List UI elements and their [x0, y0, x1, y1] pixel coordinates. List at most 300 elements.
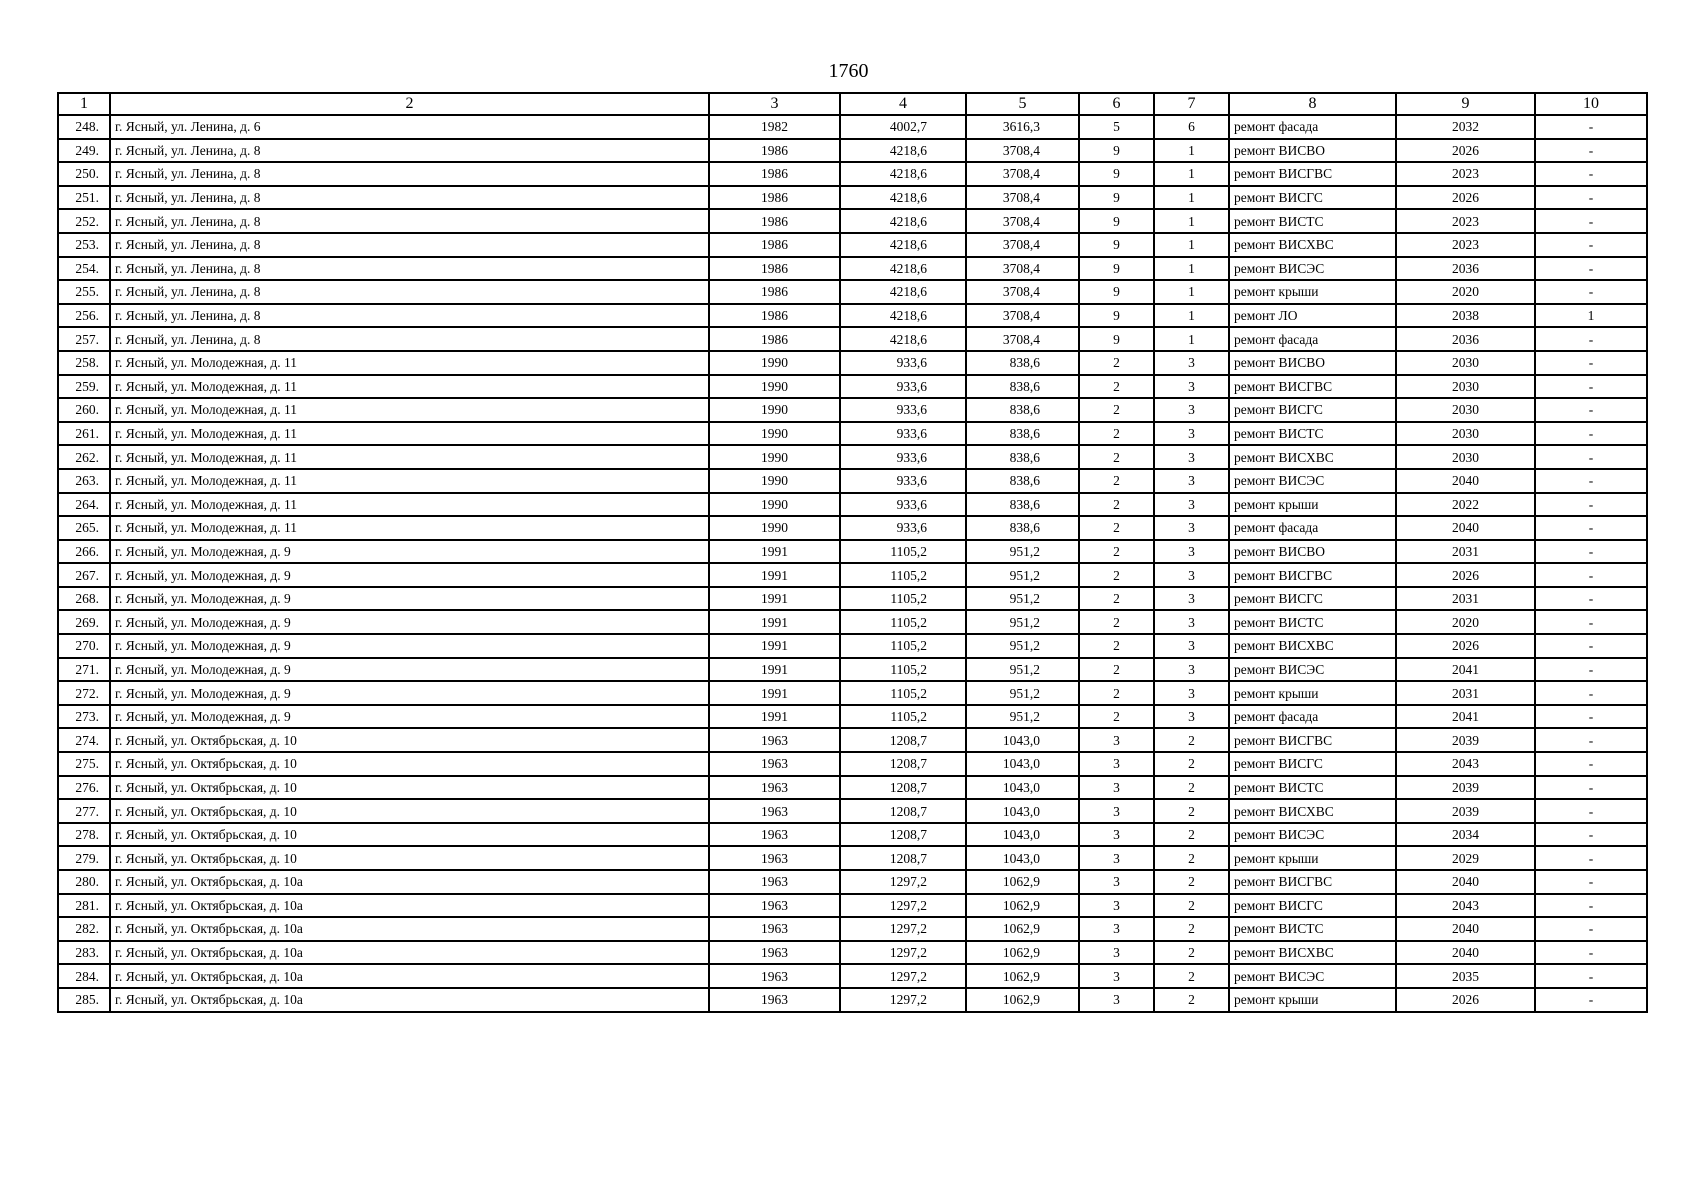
total-area-cell: 933,6 [840, 422, 966, 446]
total-area-cell: 4218,6 [840, 233, 966, 257]
work-type-cell: ремонт ВИСГС [1229, 587, 1396, 611]
table-row [58, 139, 1647, 163]
planned-year-cell: 2040 [1396, 917, 1535, 941]
planned-year-cell: 2022 [1396, 493, 1535, 517]
total-area-cell: 1297,2 [840, 988, 966, 1012]
entrances-cell: 1 [1154, 304, 1229, 328]
planned-year-cell: 2030 [1396, 375, 1535, 399]
planned-year-cell: 2030 [1396, 351, 1535, 375]
year-cell: 1990 [709, 351, 840, 375]
note-cell: - [1535, 846, 1647, 870]
planned-year-cell: 2031 [1396, 681, 1535, 705]
year-cell: 1963 [709, 894, 840, 918]
address-cell: г. Ясный, ул. Молодежная, д. 11 [110, 398, 709, 422]
address-cell: г. Ясный, ул. Молодежная, д. 11 [110, 351, 709, 375]
total-area-cell: 4002,7 [840, 115, 966, 139]
note-cell: - [1535, 375, 1647, 399]
row-number-cell: 272. [58, 681, 110, 705]
total-area-cell: 4218,6 [840, 162, 966, 186]
living-area-cell: 838,6 [966, 375, 1079, 399]
work-type-cell: ремонт крыши [1229, 493, 1396, 517]
row-number-cell: 282. [58, 917, 110, 941]
entrances-cell: 3 [1154, 540, 1229, 564]
work-type-cell: ремонт ВИСВО [1229, 351, 1396, 375]
entrances-cell: 1 [1154, 162, 1229, 186]
work-type-cell: ремонт ВИСТС [1229, 610, 1396, 634]
living-area-cell: 1043,0 [966, 776, 1079, 800]
planned-year-cell: 2036 [1396, 257, 1535, 281]
entrances-cell: 1 [1154, 209, 1229, 233]
work-type-cell: ремонт ВИСЭС [1229, 823, 1396, 847]
address-cell: г. Ясный, ул. Молодежная, д. 9 [110, 587, 709, 611]
note-cell: - [1535, 257, 1647, 281]
floors-cell: 3 [1079, 988, 1154, 1012]
entrances-cell: 1 [1154, 327, 1229, 351]
entrances-cell: 1 [1154, 233, 1229, 257]
total-area-cell: 1105,2 [840, 658, 966, 682]
living-area-cell: 1043,0 [966, 728, 1079, 752]
row-number-cell: 267. [58, 563, 110, 587]
note-cell: - [1535, 280, 1647, 304]
living-area-cell: 3708,4 [966, 186, 1079, 210]
table-row [58, 445, 1647, 469]
floors-cell: 2 [1079, 563, 1154, 587]
floors-cell: 3 [1079, 964, 1154, 988]
address-cell: г. Ясный, ул. Ленина, д. 8 [110, 209, 709, 233]
floors-cell: 2 [1079, 398, 1154, 422]
entrances-cell: 3 [1154, 445, 1229, 469]
address-cell: г. Ясный, ул. Молодежная, д. 9 [110, 634, 709, 658]
year-cell: 1990 [709, 445, 840, 469]
planned-year-cell: 2040 [1396, 941, 1535, 965]
living-area-cell: 1043,0 [966, 752, 1079, 776]
living-area-cell: 838,6 [966, 351, 1079, 375]
entrances-cell: 2 [1154, 799, 1229, 823]
total-area-cell: 1105,2 [840, 563, 966, 587]
table-row [58, 988, 1647, 1012]
address-cell: г. Ясный, ул. Ленина, д. 8 [110, 327, 709, 351]
year-cell: 1986 [709, 233, 840, 257]
total-area-cell: 1208,7 [840, 776, 966, 800]
table-row [58, 186, 1647, 210]
table-row [58, 115, 1647, 139]
living-area-cell: 3708,4 [966, 257, 1079, 281]
row-number-cell: 262. [58, 445, 110, 469]
floors-cell: 2 [1079, 375, 1154, 399]
table-body [58, 115, 1647, 1012]
total-area-cell: 1297,2 [840, 870, 966, 894]
planned-year-cell: 2032 [1396, 115, 1535, 139]
table-row [58, 894, 1647, 918]
row-number-cell: 270. [58, 634, 110, 658]
planned-year-cell: 2043 [1396, 894, 1535, 918]
row-number-cell: 285. [58, 988, 110, 1012]
table-row [58, 351, 1647, 375]
address-cell: г. Ясный, ул. Октябрьская, д. 10 [110, 752, 709, 776]
table-row [58, 280, 1647, 304]
address-cell: г. Ясный, ул. Октябрьская, д. 10а [110, 894, 709, 918]
note-cell: - [1535, 327, 1647, 351]
year-cell: 1986 [709, 280, 840, 304]
planned-year-cell: 2034 [1396, 823, 1535, 847]
work-type-cell: ремонт ВИСТС [1229, 209, 1396, 233]
work-type-cell: ремонт крыши [1229, 681, 1396, 705]
total-area-cell: 933,6 [840, 469, 966, 493]
year-cell: 1986 [709, 209, 840, 233]
total-area-cell: 933,6 [840, 445, 966, 469]
address-cell: г. Ясный, ул. Октябрьская, д. 10 [110, 799, 709, 823]
address-cell: г. Ясный, ул. Молодежная, д. 9 [110, 705, 709, 729]
address-cell: г. Ясный, ул. Октябрьская, д. 10а [110, 941, 709, 965]
note-cell: - [1535, 870, 1647, 894]
row-number-cell: 266. [58, 540, 110, 564]
work-type-cell: ремонт ВИСХВС [1229, 233, 1396, 257]
row-number-cell: 252. [58, 209, 110, 233]
row-number-cell: 255. [58, 280, 110, 304]
note-cell: - [1535, 610, 1647, 634]
entrances-cell: 1 [1154, 139, 1229, 163]
living-area-cell: 951,2 [966, 658, 1079, 682]
living-area-cell: 3708,4 [966, 233, 1079, 257]
floors-cell: 9 [1079, 186, 1154, 210]
column-header: 6 [1079, 93, 1154, 115]
address-cell: г. Ясный, ул. Молодежная, д. 11 [110, 516, 709, 540]
year-cell: 1986 [709, 162, 840, 186]
living-area-cell: 3708,4 [966, 209, 1079, 233]
planned-year-cell: 2039 [1396, 728, 1535, 752]
year-cell: 1963 [709, 988, 840, 1012]
living-area-cell: 3708,4 [966, 162, 1079, 186]
table-row [58, 233, 1647, 257]
entrances-cell: 1 [1154, 280, 1229, 304]
total-area-cell: 933,6 [840, 516, 966, 540]
row-number-cell: 259. [58, 375, 110, 399]
year-cell: 1986 [709, 257, 840, 281]
planned-year-cell: 2026 [1396, 563, 1535, 587]
work-type-cell: ремонт ВИСХВС [1229, 445, 1396, 469]
work-type-cell: ремонт ВИСГС [1229, 752, 1396, 776]
column-header: 10 [1535, 93, 1647, 115]
living-area-cell: 838,6 [966, 493, 1079, 517]
note-cell: - [1535, 776, 1647, 800]
table-row [58, 257, 1647, 281]
work-type-cell: ремонт фасада [1229, 115, 1396, 139]
work-type-cell: ремонт ВИСГС [1229, 894, 1396, 918]
row-number-cell: 248. [58, 115, 110, 139]
note-cell: - [1535, 139, 1647, 163]
floors-cell: 2 [1079, 445, 1154, 469]
planned-year-cell: 2026 [1396, 139, 1535, 163]
table-row [58, 846, 1647, 870]
note-cell: 1 [1535, 304, 1647, 328]
entrances-cell: 2 [1154, 846, 1229, 870]
floors-cell: 2 [1079, 422, 1154, 446]
address-cell: г. Ясный, ул. Молодежная, д. 11 [110, 469, 709, 493]
entrances-cell: 2 [1154, 917, 1229, 941]
floors-cell: 3 [1079, 870, 1154, 894]
address-cell: г. Ясный, ул. Октябрьская, д. 10 [110, 823, 709, 847]
row-number-cell: 276. [58, 776, 110, 800]
table-row [58, 422, 1647, 446]
year-cell: 1963 [709, 799, 840, 823]
table-row [58, 870, 1647, 894]
total-area-cell: 1208,7 [840, 823, 966, 847]
planned-year-cell: 2039 [1396, 776, 1535, 800]
work-type-cell: ремонт ВИСГВС [1229, 162, 1396, 186]
floors-cell: 3 [1079, 941, 1154, 965]
row-number-cell: 258. [58, 351, 110, 375]
row-number-cell: 268. [58, 587, 110, 611]
total-area-cell: 1105,2 [840, 587, 966, 611]
entrances-cell: 2 [1154, 823, 1229, 847]
address-cell: г. Ясный, ул. Ленина, д. 8 [110, 233, 709, 257]
row-number-cell: 256. [58, 304, 110, 328]
row-number-cell: 260. [58, 398, 110, 422]
work-type-cell: ремонт фасада [1229, 516, 1396, 540]
table-row [58, 162, 1647, 186]
note-cell: - [1535, 563, 1647, 587]
column-header: 8 [1229, 93, 1396, 115]
note-cell: - [1535, 398, 1647, 422]
table-row [58, 493, 1647, 517]
year-cell: 1991 [709, 634, 840, 658]
planned-year-cell: 2026 [1396, 186, 1535, 210]
row-number-cell: 261. [58, 422, 110, 446]
living-area-cell: 951,2 [966, 540, 1079, 564]
planned-year-cell: 2040 [1396, 870, 1535, 894]
table-row [58, 752, 1647, 776]
total-area-cell: 1208,7 [840, 752, 966, 776]
note-cell: - [1535, 233, 1647, 257]
planned-year-cell: 2020 [1396, 610, 1535, 634]
year-cell: 1963 [709, 964, 840, 988]
table-row [58, 540, 1647, 564]
floors-cell: 2 [1079, 516, 1154, 540]
entrances-cell: 3 [1154, 375, 1229, 399]
year-cell: 1963 [709, 823, 840, 847]
row-number-cell: 269. [58, 610, 110, 634]
year-cell: 1986 [709, 186, 840, 210]
work-type-cell: ремонт крыши [1229, 988, 1396, 1012]
note-cell: - [1535, 162, 1647, 186]
note-cell: - [1535, 186, 1647, 210]
note-cell: - [1535, 752, 1647, 776]
row-number-cell: 273. [58, 705, 110, 729]
year-cell: 1990 [709, 516, 840, 540]
total-area-cell: 4218,6 [840, 280, 966, 304]
table-header-row [58, 93, 1647, 115]
note-cell: - [1535, 894, 1647, 918]
column-header: 3 [709, 93, 840, 115]
floors-cell: 3 [1079, 846, 1154, 870]
living-area-cell: 951,2 [966, 587, 1079, 611]
address-cell: г. Ясный, ул. Ленина, д. 6 [110, 115, 709, 139]
floors-cell: 9 [1079, 209, 1154, 233]
work-type-cell: ремонт ВИСГВС [1229, 870, 1396, 894]
floors-cell: 5 [1079, 115, 1154, 139]
column-header: 7 [1154, 93, 1229, 115]
entrances-cell: 2 [1154, 988, 1229, 1012]
work-type-cell: ремонт ВИСХВС [1229, 941, 1396, 965]
planned-year-cell: 2029 [1396, 846, 1535, 870]
address-cell: г. Ясный, ул. Молодежная, д. 11 [110, 375, 709, 399]
address-cell: г. Ясный, ул. Ленина, д. 8 [110, 304, 709, 328]
note-cell: - [1535, 469, 1647, 493]
table-row [58, 209, 1647, 233]
planned-year-cell: 2043 [1396, 752, 1535, 776]
address-cell: г. Ясный, ул. Молодежная, д. 9 [110, 681, 709, 705]
note-cell: - [1535, 209, 1647, 233]
year-cell: 1986 [709, 327, 840, 351]
total-area-cell: 933,6 [840, 398, 966, 422]
row-number-cell: 253. [58, 233, 110, 257]
living-area-cell: 838,6 [966, 422, 1079, 446]
living-area-cell: 951,2 [966, 610, 1079, 634]
entrances-cell: 2 [1154, 776, 1229, 800]
planned-year-cell: 2030 [1396, 445, 1535, 469]
work-type-cell: ремонт ВИСХВС [1229, 634, 1396, 658]
column-header: 2 [110, 93, 709, 115]
total-area-cell: 933,6 [840, 493, 966, 517]
address-cell: г. Ясный, ул. Ленина, д. 8 [110, 186, 709, 210]
living-area-cell: 838,6 [966, 445, 1079, 469]
note-cell: - [1535, 493, 1647, 517]
column-header: 9 [1396, 93, 1535, 115]
address-cell: г. Ясный, ул. Октябрьская, д. 10 [110, 728, 709, 752]
planned-year-cell: 2023 [1396, 162, 1535, 186]
year-cell: 1963 [709, 846, 840, 870]
total-area-cell: 933,6 [840, 375, 966, 399]
note-cell: - [1535, 516, 1647, 540]
living-area-cell: 838,6 [966, 398, 1079, 422]
year-cell: 1990 [709, 398, 840, 422]
planned-year-cell: 2030 [1396, 422, 1535, 446]
work-type-cell: ремонт крыши [1229, 846, 1396, 870]
note-cell: - [1535, 917, 1647, 941]
year-cell: 1991 [709, 658, 840, 682]
floors-cell: 3 [1079, 728, 1154, 752]
table-row [58, 398, 1647, 422]
entrances-cell: 2 [1154, 894, 1229, 918]
entrances-cell: 3 [1154, 634, 1229, 658]
living-area-cell: 1043,0 [966, 799, 1079, 823]
total-area-cell: 1105,2 [840, 540, 966, 564]
work-type-cell: ремонт ВИСЭС [1229, 964, 1396, 988]
living-area-cell: 1062,9 [966, 917, 1079, 941]
planned-year-cell: 2023 [1396, 233, 1535, 257]
entrances-cell: 3 [1154, 610, 1229, 634]
table-row [58, 469, 1647, 493]
address-cell: г. Ясный, ул. Октябрьская, д. 10а [110, 917, 709, 941]
entrances-cell: 3 [1154, 469, 1229, 493]
note-cell: - [1535, 823, 1647, 847]
floors-cell: 3 [1079, 752, 1154, 776]
entrances-cell: 3 [1154, 493, 1229, 517]
row-number-cell: 265. [58, 516, 110, 540]
living-area-cell: 838,6 [966, 469, 1079, 493]
work-type-cell: ремонт ВИСЭС [1229, 658, 1396, 682]
row-number-cell: 278. [58, 823, 110, 847]
planned-year-cell: 2036 [1396, 327, 1535, 351]
table-row [58, 610, 1647, 634]
living-area-cell: 1062,9 [966, 870, 1079, 894]
note-cell: - [1535, 445, 1647, 469]
year-cell: 1990 [709, 493, 840, 517]
note-cell: - [1535, 799, 1647, 823]
row-number-cell: 277. [58, 799, 110, 823]
total-area-cell: 4218,6 [840, 139, 966, 163]
entrances-cell: 3 [1154, 398, 1229, 422]
work-type-cell: ремонт фасада [1229, 705, 1396, 729]
address-cell: г. Ясный, ул. Октябрьская, д. 10а [110, 870, 709, 894]
living-area-cell: 1043,0 [966, 846, 1079, 870]
planned-year-cell: 2023 [1396, 209, 1535, 233]
year-cell: 1991 [709, 681, 840, 705]
work-type-cell: ремонт ВИСТС [1229, 917, 1396, 941]
note-cell: - [1535, 115, 1647, 139]
total-area-cell: 4218,6 [840, 327, 966, 351]
living-area-cell: 1062,9 [966, 941, 1079, 965]
living-area-cell: 3616,3 [966, 115, 1079, 139]
total-area-cell: 1105,2 [840, 610, 966, 634]
year-cell: 1982 [709, 115, 840, 139]
year-cell: 1963 [709, 870, 840, 894]
column-header: 4 [840, 93, 966, 115]
table-row [58, 964, 1647, 988]
living-area-cell: 1062,9 [966, 964, 1079, 988]
year-cell: 1990 [709, 469, 840, 493]
year-cell: 1991 [709, 587, 840, 611]
page-number: 1760 [828, 60, 869, 82]
table-row [58, 634, 1647, 658]
entrances-cell: 3 [1154, 351, 1229, 375]
table-row [58, 799, 1647, 823]
floors-cell: 9 [1079, 162, 1154, 186]
table-row [58, 516, 1647, 540]
year-cell: 1991 [709, 705, 840, 729]
floors-cell: 9 [1079, 280, 1154, 304]
table-row [58, 304, 1647, 328]
floors-cell: 2 [1079, 681, 1154, 705]
work-type-cell: ремонт ВИСЭС [1229, 257, 1396, 281]
table-row [58, 587, 1647, 611]
note-cell: - [1535, 988, 1647, 1012]
address-cell: г. Ясный, ул. Ленина, д. 8 [110, 139, 709, 163]
note-cell: - [1535, 634, 1647, 658]
year-cell: 1990 [709, 422, 840, 446]
year-cell: 1986 [709, 139, 840, 163]
total-area-cell: 1208,7 [840, 728, 966, 752]
entrances-cell: 2 [1154, 728, 1229, 752]
floors-cell: 3 [1079, 776, 1154, 800]
address-cell: г. Ясный, ул. Молодежная, д. 9 [110, 658, 709, 682]
total-area-cell: 1297,2 [840, 894, 966, 918]
table-row [58, 776, 1647, 800]
year-cell: 1991 [709, 540, 840, 564]
planned-year-cell: 2040 [1396, 516, 1535, 540]
table-row [58, 917, 1647, 941]
floors-cell: 9 [1079, 304, 1154, 328]
row-number-cell: 264. [58, 493, 110, 517]
entrances-cell: 3 [1154, 705, 1229, 729]
table-row [58, 375, 1647, 399]
work-type-cell: ремонт ВИСЭС [1229, 469, 1396, 493]
row-number-cell: 251. [58, 186, 110, 210]
entrances-cell: 3 [1154, 422, 1229, 446]
total-area-cell: 1105,2 [840, 681, 966, 705]
address-cell: г. Ясный, ул. Ленина, д. 8 [110, 162, 709, 186]
planned-year-cell: 2041 [1396, 705, 1535, 729]
